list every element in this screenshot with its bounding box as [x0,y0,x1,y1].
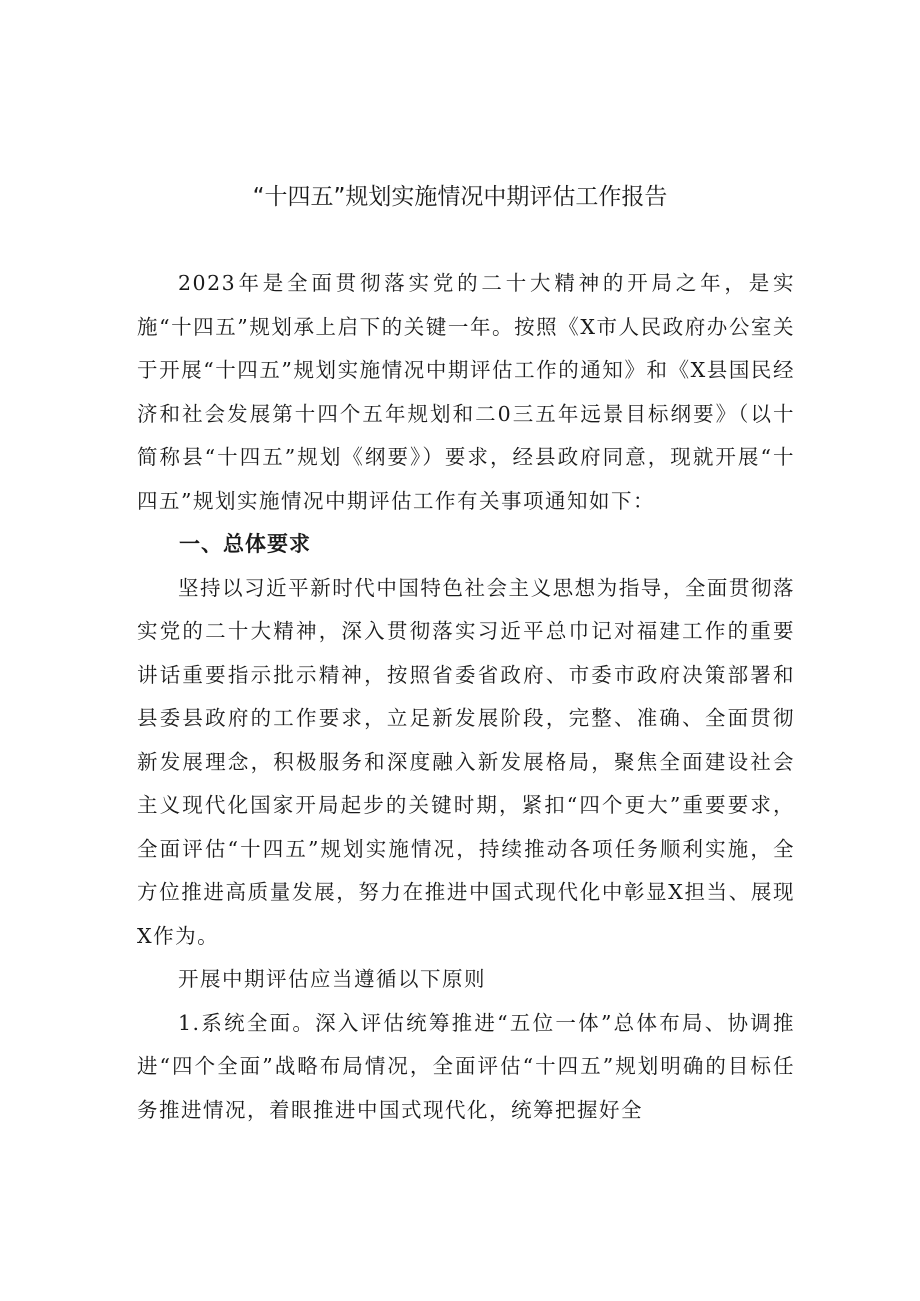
document-title: “十四五”规划实施情况中期评估工作报告 [252,184,668,210]
section-heading-overall-requirements: 一、总体要求 [179,532,311,556]
intro-paragraph: 2023年是全面贯彻落实党的二十大精神的开局之年，是实施“十四五”规划承上启下的关键一年。按照《X市人民政府办公室关于开展“十四五”规划实施情况中期评估工作的通知》和《X县国民经济和社会发展第十四个五年规划和二0三五年远景目标纲要》（以十简称县“十四五”规划《纲要》）要求，经县政府同意，现就开展“十四五”规划实施情况中期评估工作有关事项通知如下： [137,271,795,513]
guiding-paragraph: 坚持以习近平新时代中国特色社会主义思想为指导，全面贯彻落实党的二十大精神，深入贯彻落实习近平总巾记对福建工作的重要讲话重要指示批示精神，按照省委省政府、市委市政府决策部署和县委县政府的工作要求，立足新发展阶段，完整、准确、全面贯彻新发展理念，积极服务和深度融入新发展格局，聚焦全面建设社会主义现代化国家开局起步的关键时期，紧扣“四个更大”重要要求，全面评估“十四五”规划实施情况，持续推动各项任务顺利实施，全方位推进高质量发展，努力在推进中国式现代化中彰显X担当、展现X作为。 [137,575,795,948]
principle-1-paragraph: 1.系统全面。深入评估统筹推进“五位一体”总体布局、协调推进“四个全面”战略布局情况，全面评估“十四五”规划明确的目标任务推进情况，着眼推进中国式现代化，统筹把握好全 [137,1010,795,1122]
document-body [137,262,795,1132]
principles-intro: 开展中期评估应当遵循以下原则 [178,967,486,991]
